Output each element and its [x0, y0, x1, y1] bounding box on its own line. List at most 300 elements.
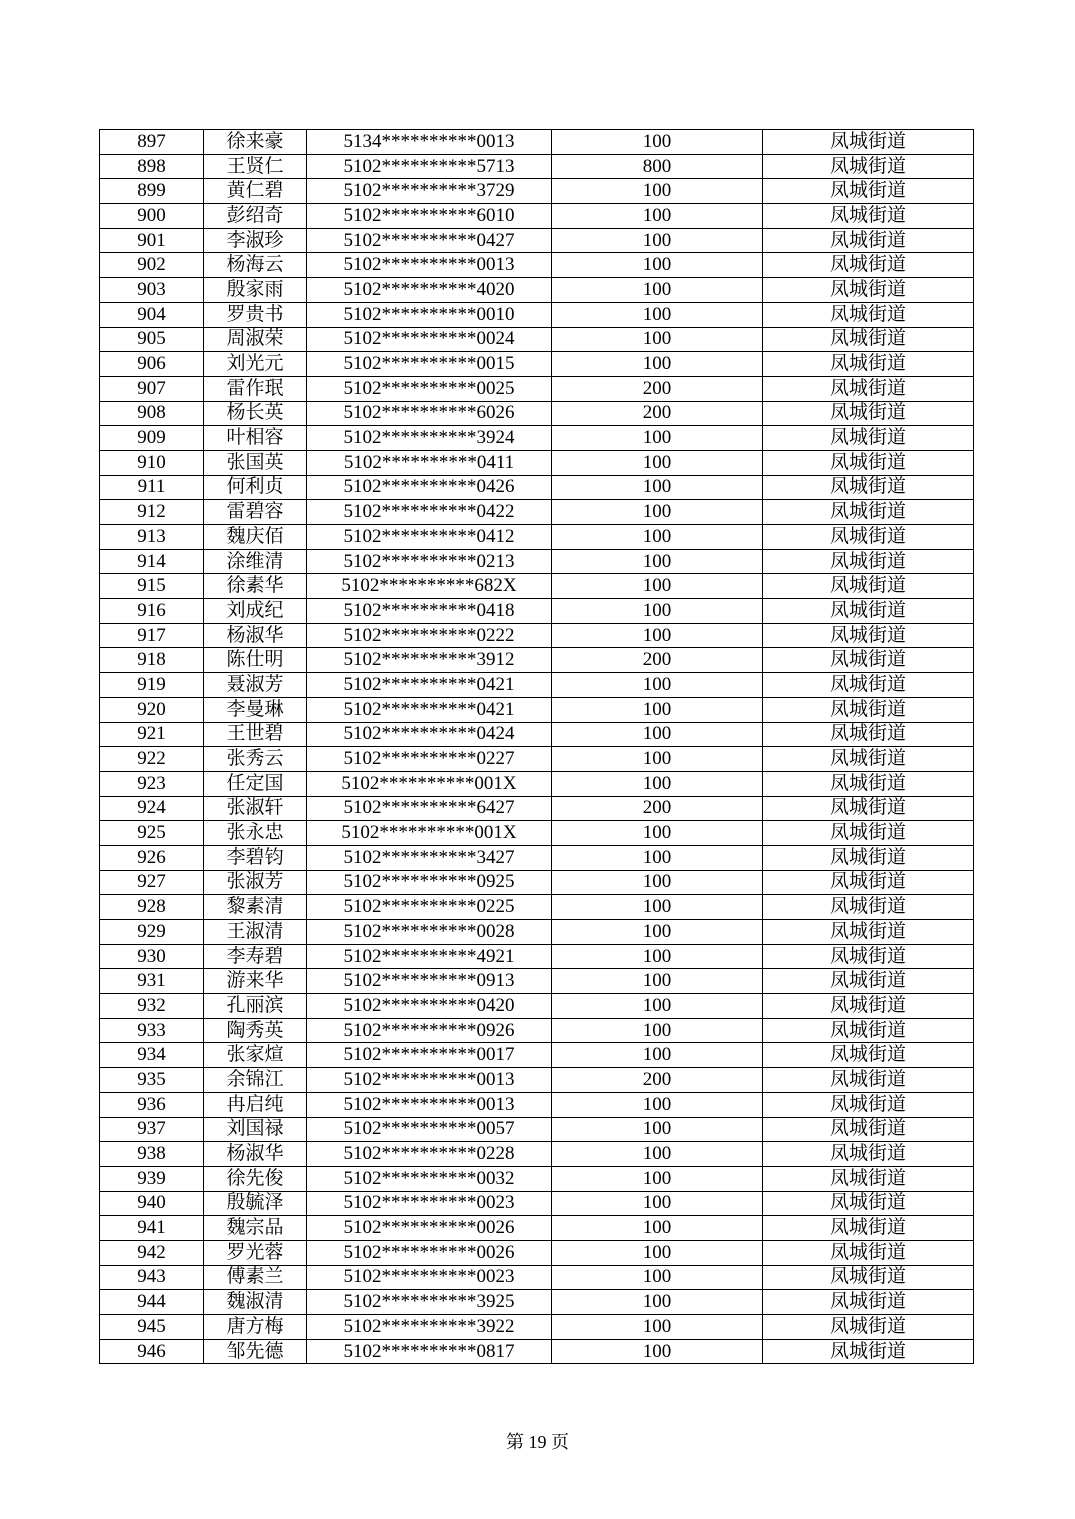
row-number-cell: 922: [100, 747, 204, 772]
street-cell: 凤城街道: [763, 1117, 974, 1142]
table-row: [100, 1290, 974, 1315]
street-cell: 凤城街道: [763, 352, 974, 377]
amount-cell: 100: [552, 327, 763, 352]
row-number-cell: 946: [100, 1339, 204, 1364]
name-cell: 殷家雨: [204, 278, 307, 303]
id-number-cell: 5102**********0015: [307, 352, 552, 377]
id-number-cell: 5102**********0213: [307, 549, 552, 574]
id-number-cell: 5102**********0057: [307, 1117, 552, 1142]
row-number-cell: 915: [100, 574, 204, 599]
name-cell: 罗贵书: [204, 302, 307, 327]
street-cell: 凤城街道: [763, 870, 974, 895]
id-number-cell: 5102**********3924: [307, 426, 552, 451]
id-number-cell: 5102**********0024: [307, 327, 552, 352]
name-cell: 邹先德: [204, 1339, 307, 1364]
row-number-cell: 918: [100, 648, 204, 673]
row-number-cell: 902: [100, 253, 204, 278]
street-cell: 凤城街道: [763, 944, 974, 969]
id-number-cell: 5102**********0222: [307, 623, 552, 648]
table-row: [100, 1240, 974, 1265]
name-cell: 刘光元: [204, 352, 307, 377]
page-number: 第 19 页: [506, 1432, 569, 1452]
row-number-cell: 914: [100, 549, 204, 574]
table-row: [100, 302, 974, 327]
street-cell: 凤城街道: [763, 500, 974, 525]
table-row: [100, 895, 974, 920]
row-number-cell: 933: [100, 1018, 204, 1043]
amount-cell: 100: [552, 1240, 763, 1265]
street-cell: 凤城街道: [763, 302, 974, 327]
table-row: [100, 130, 974, 155]
row-number-cell: 924: [100, 796, 204, 821]
table-row: [100, 352, 974, 377]
amount-cell: 100: [552, 1216, 763, 1241]
name-cell: 徐先俊: [204, 1166, 307, 1191]
name-cell: 张家煊: [204, 1043, 307, 1068]
row-number-cell: 903: [100, 278, 204, 303]
amount-cell: 200: [552, 376, 763, 401]
record-table: [99, 129, 974, 1364]
name-cell: 余锦江: [204, 1068, 307, 1093]
table-row: [100, 278, 974, 303]
table-row: [100, 697, 974, 722]
street-cell: 凤城街道: [763, 1018, 974, 1043]
id-number-cell: 5102**********0026: [307, 1216, 552, 1241]
name-cell: 徐素华: [204, 574, 307, 599]
row-number-cell: 936: [100, 1092, 204, 1117]
street-cell: 凤城街道: [763, 648, 974, 673]
street-cell: 凤城街道: [763, 821, 974, 846]
id-number-cell: 5102**********0225: [307, 895, 552, 920]
street-cell: 凤城街道: [763, 747, 974, 772]
table-row: [100, 747, 974, 772]
row-number-cell: 930: [100, 944, 204, 969]
name-cell: 唐方梅: [204, 1315, 307, 1340]
row-number-cell: 899: [100, 179, 204, 204]
name-cell: 刘国禄: [204, 1117, 307, 1142]
row-number-cell: 923: [100, 771, 204, 796]
id-number-cell: 5102**********0925: [307, 870, 552, 895]
row-number-cell: 912: [100, 500, 204, 525]
row-number-cell: 944: [100, 1290, 204, 1315]
id-number-cell: 5102**********0411: [307, 450, 552, 475]
id-number-cell: 5102**********3922: [307, 1315, 552, 1340]
table-row: [100, 1068, 974, 1093]
table-row: [100, 1043, 974, 1068]
name-cell: 李曼琳: [204, 697, 307, 722]
name-cell: 殷毓泽: [204, 1191, 307, 1216]
street-cell: 凤城街道: [763, 673, 974, 698]
row-number-cell: 940: [100, 1191, 204, 1216]
table-row: [100, 426, 974, 451]
name-cell: 魏庆佰: [204, 525, 307, 550]
amount-cell: 200: [552, 1068, 763, 1093]
street-cell: 凤城街道: [763, 1290, 974, 1315]
table-row: [100, 475, 974, 500]
amount-cell: 100: [552, 1142, 763, 1167]
amount-cell: 100: [552, 1290, 763, 1315]
name-cell: 杨海云: [204, 253, 307, 278]
name-cell: 徐来豪: [204, 130, 307, 155]
row-number-cell: 900: [100, 204, 204, 229]
id-number-cell: 5102**********3427: [307, 845, 552, 870]
table-row: [100, 722, 974, 747]
name-cell: 周淑荣: [204, 327, 307, 352]
row-number-cell: 931: [100, 969, 204, 994]
row-number-cell: 925: [100, 821, 204, 846]
name-cell: 李碧钧: [204, 845, 307, 870]
amount-cell: 100: [552, 500, 763, 525]
id-number-cell: 5102**********3925: [307, 1290, 552, 1315]
row-number-cell: 904: [100, 302, 204, 327]
street-cell: 凤城街道: [763, 1191, 974, 1216]
row-number-cell: 942: [100, 1240, 204, 1265]
street-cell: 凤城街道: [763, 1092, 974, 1117]
id-number-cell: 5134**********0013: [307, 130, 552, 155]
name-cell: 李寿碧: [204, 944, 307, 969]
table-row: [100, 1339, 974, 1364]
amount-cell: 100: [552, 450, 763, 475]
amount-cell: 200: [552, 648, 763, 673]
name-cell: 魏淑清: [204, 1290, 307, 1315]
id-number-cell: 5102**********5713: [307, 154, 552, 179]
amount-cell: 100: [552, 1265, 763, 1290]
row-number-cell: 911: [100, 475, 204, 500]
amount-cell: 100: [552, 673, 763, 698]
name-cell: 杨淑华: [204, 1142, 307, 1167]
id-number-cell: 5102**********0926: [307, 1018, 552, 1043]
amount-cell: 100: [552, 994, 763, 1019]
name-cell: 王贤仁: [204, 154, 307, 179]
street-cell: 凤城街道: [763, 623, 974, 648]
id-number-cell: 5102**********0817: [307, 1339, 552, 1364]
amount-cell: 100: [552, 253, 763, 278]
row-number-cell: 928: [100, 895, 204, 920]
street-cell: 凤城街道: [763, 1339, 974, 1364]
name-cell: 黎素清: [204, 895, 307, 920]
street-cell: 凤城街道: [763, 1265, 974, 1290]
id-number-cell: 5102**********0013: [307, 1092, 552, 1117]
amount-cell: 100: [552, 1018, 763, 1043]
amount-cell: 100: [552, 920, 763, 945]
id-number-cell: 5102**********0028: [307, 920, 552, 945]
amount-cell: 100: [552, 179, 763, 204]
row-number-cell: 910: [100, 450, 204, 475]
row-number-cell: 905: [100, 327, 204, 352]
row-number-cell: 941: [100, 1216, 204, 1241]
street-cell: 凤城街道: [763, 1043, 974, 1068]
id-number-cell: 5102**********0023: [307, 1191, 552, 1216]
row-number-cell: 932: [100, 994, 204, 1019]
table-row: [100, 327, 974, 352]
id-number-cell: 5102**********0421: [307, 697, 552, 722]
id-number-cell: 5102**********0010: [307, 302, 552, 327]
id-number-cell: 5102**********0420: [307, 994, 552, 1019]
amount-cell: 100: [552, 549, 763, 574]
row-number-cell: 901: [100, 228, 204, 253]
name-cell: 聂淑芳: [204, 673, 307, 698]
row-number-cell: 898: [100, 154, 204, 179]
amount-cell: 100: [552, 895, 763, 920]
id-number-cell: 5102**********4020: [307, 278, 552, 303]
amount-cell: 100: [552, 821, 763, 846]
amount-cell: 100: [552, 944, 763, 969]
name-cell: 张淑芳: [204, 870, 307, 895]
amount-cell: 100: [552, 747, 763, 772]
table-row: [100, 623, 974, 648]
street-cell: 凤城街道: [763, 920, 974, 945]
amount-cell: 200: [552, 401, 763, 426]
table-row: [100, 845, 974, 870]
row-number-cell: 908: [100, 401, 204, 426]
amount-cell: 100: [552, 302, 763, 327]
street-cell: 凤城街道: [763, 1068, 974, 1093]
row-number-cell: 945: [100, 1315, 204, 1340]
table-row: [100, 1265, 974, 1290]
table-row: [100, 253, 974, 278]
street-cell: 凤城街道: [763, 450, 974, 475]
name-cell: 张秀云: [204, 747, 307, 772]
street-cell: 凤城街道: [763, 1315, 974, 1340]
street-cell: 凤城街道: [763, 969, 974, 994]
street-cell: 凤城街道: [763, 1142, 974, 1167]
table-body: [100, 130, 974, 1364]
street-cell: 凤城街道: [763, 549, 974, 574]
name-cell: 王淑清: [204, 920, 307, 945]
amount-cell: 800: [552, 154, 763, 179]
amount-cell: 100: [552, 130, 763, 155]
amount-cell: 100: [552, 1043, 763, 1068]
street-cell: 凤城街道: [763, 253, 974, 278]
id-number-cell: 5102**********0013: [307, 1068, 552, 1093]
table-row: [100, 1315, 974, 1340]
street-cell: 凤城街道: [763, 426, 974, 451]
row-number-cell: 943: [100, 1265, 204, 1290]
row-number-cell: 926: [100, 845, 204, 870]
amount-cell: 100: [552, 722, 763, 747]
amount-cell: 100: [552, 352, 763, 377]
name-cell: 陶秀英: [204, 1018, 307, 1043]
table-row: [100, 821, 974, 846]
name-cell: 李淑珍: [204, 228, 307, 253]
id-number-cell: 5102**********0227: [307, 747, 552, 772]
street-cell: 凤城街道: [763, 994, 974, 1019]
name-cell: 叶相容: [204, 426, 307, 451]
amount-cell: 100: [552, 845, 763, 870]
table-row: [100, 920, 974, 945]
amount-cell: 100: [552, 771, 763, 796]
street-cell: 凤城街道: [763, 525, 974, 550]
id-number-cell: 5102**********682X: [307, 574, 552, 599]
id-number-cell: 5102**********4921: [307, 944, 552, 969]
name-cell: 杨淑华: [204, 623, 307, 648]
street-cell: 凤城街道: [763, 327, 974, 352]
id-number-cell: 5102**********0412: [307, 525, 552, 550]
id-number-cell: 5102**********001X: [307, 771, 552, 796]
name-cell: 任定国: [204, 771, 307, 796]
amount-cell: 100: [552, 204, 763, 229]
table-row: [100, 228, 974, 253]
table-row: [100, 525, 974, 550]
amount-cell: 100: [552, 1315, 763, 1340]
id-number-cell: 5102**********0017: [307, 1043, 552, 1068]
id-number-cell: 5102**********0026: [307, 1240, 552, 1265]
id-number-cell: 5102**********6010: [307, 204, 552, 229]
name-cell: 冉启纯: [204, 1092, 307, 1117]
name-cell: 孔丽滨: [204, 994, 307, 1019]
street-cell: 凤城街道: [763, 771, 974, 796]
street-cell: 凤城街道: [763, 401, 974, 426]
id-number-cell: 5102**********3729: [307, 179, 552, 204]
row-number-cell: 913: [100, 525, 204, 550]
street-cell: 凤城街道: [763, 130, 974, 155]
id-number-cell: 5102**********0424: [307, 722, 552, 747]
id-number-cell: 5102**********0032: [307, 1166, 552, 1191]
row-number-cell: 921: [100, 722, 204, 747]
table-row: [100, 944, 974, 969]
street-cell: 凤城街道: [763, 722, 974, 747]
row-number-cell: 929: [100, 920, 204, 945]
street-cell: 凤城街道: [763, 796, 974, 821]
table-row: [100, 969, 974, 994]
table-row: [100, 1191, 974, 1216]
street-cell: 凤城街道: [763, 845, 974, 870]
id-number-cell: 5102**********0421: [307, 673, 552, 698]
row-number-cell: 906: [100, 352, 204, 377]
street-cell: 凤城街道: [763, 574, 974, 599]
id-number-cell: 5102**********0427: [307, 228, 552, 253]
amount-cell: 200: [552, 796, 763, 821]
name-cell: 何利贞: [204, 475, 307, 500]
row-number-cell: 939: [100, 1166, 204, 1191]
table-row: [100, 870, 974, 895]
table-row: [100, 574, 974, 599]
table-row: [100, 450, 974, 475]
row-number-cell: 934: [100, 1043, 204, 1068]
id-number-cell: 5102**********0025: [307, 376, 552, 401]
amount-cell: 100: [552, 697, 763, 722]
name-cell: 黄仁碧: [204, 179, 307, 204]
name-cell: 陈仕明: [204, 648, 307, 673]
row-number-cell: 920: [100, 697, 204, 722]
amount-cell: 100: [552, 623, 763, 648]
amount-cell: 100: [552, 1117, 763, 1142]
id-number-cell: 5102**********0228: [307, 1142, 552, 1167]
name-cell: 傅素兰: [204, 1265, 307, 1290]
name-cell: 王世碧: [204, 722, 307, 747]
table-row: [100, 771, 974, 796]
amount-cell: 100: [552, 228, 763, 253]
table-row: [100, 1142, 974, 1167]
id-number-cell: 5102**********0422: [307, 500, 552, 525]
row-number-cell: 919: [100, 673, 204, 698]
row-number-cell: 909: [100, 426, 204, 451]
table-row: [100, 648, 974, 673]
street-cell: 凤城街道: [763, 1240, 974, 1265]
id-number-cell: 5102**********0013: [307, 253, 552, 278]
id-number-cell: 5102**********6427: [307, 796, 552, 821]
table-row: [100, 994, 974, 1019]
row-number-cell: 938: [100, 1142, 204, 1167]
name-cell: 彭绍奇: [204, 204, 307, 229]
amount-cell: 100: [552, 870, 763, 895]
amount-cell: 100: [552, 969, 763, 994]
amount-cell: 100: [552, 426, 763, 451]
street-cell: 凤城街道: [763, 1166, 974, 1191]
amount-cell: 100: [552, 278, 763, 303]
street-cell: 凤城街道: [763, 376, 974, 401]
table-row: [100, 1018, 974, 1043]
street-cell: 凤城街道: [763, 1216, 974, 1241]
name-cell: 张淑轩: [204, 796, 307, 821]
id-number-cell: 5102**********001X: [307, 821, 552, 846]
name-cell: 雷碧容: [204, 500, 307, 525]
table-row: [100, 1092, 974, 1117]
street-cell: 凤城街道: [763, 697, 974, 722]
name-cell: 张国英: [204, 450, 307, 475]
row-number-cell: 897: [100, 130, 204, 155]
table-row: [100, 599, 974, 624]
row-number-cell: 927: [100, 870, 204, 895]
street-cell: 凤城街道: [763, 599, 974, 624]
row-number-cell: 907: [100, 376, 204, 401]
table-row: [100, 549, 974, 574]
id-number-cell: 5102**********0426: [307, 475, 552, 500]
name-cell: 游来华: [204, 969, 307, 994]
amount-cell: 100: [552, 1092, 763, 1117]
id-number-cell: 5102**********3912: [307, 648, 552, 673]
table-row: [100, 204, 974, 229]
street-cell: 凤城街道: [763, 895, 974, 920]
row-number-cell: 916: [100, 599, 204, 624]
table-row: [100, 500, 974, 525]
amount-cell: 100: [552, 574, 763, 599]
id-number-cell: 5102**********0418: [307, 599, 552, 624]
amount-cell: 100: [552, 1166, 763, 1191]
amount-cell: 100: [552, 1339, 763, 1364]
table-row: [100, 376, 974, 401]
table-row: [100, 1166, 974, 1191]
name-cell: 张永忠: [204, 821, 307, 846]
table-row: [100, 1117, 974, 1142]
id-number-cell: 5102**********6026: [307, 401, 552, 426]
amount-cell: 100: [552, 599, 763, 624]
name-cell: 涂维清: [204, 549, 307, 574]
table-row: [100, 179, 974, 204]
name-cell: 刘成纪: [204, 599, 307, 624]
street-cell: 凤城街道: [763, 204, 974, 229]
street-cell: 凤城街道: [763, 228, 974, 253]
table-row: [100, 796, 974, 821]
street-cell: 凤城街道: [763, 278, 974, 303]
row-number-cell: 917: [100, 623, 204, 648]
name-cell: 罗光蓉: [204, 1240, 307, 1265]
id-number-cell: 5102**********0913: [307, 969, 552, 994]
amount-cell: 100: [552, 525, 763, 550]
street-cell: 凤城街道: [763, 475, 974, 500]
table-row: [100, 154, 974, 179]
table-row: [100, 673, 974, 698]
street-cell: 凤城街道: [763, 179, 974, 204]
amount-cell: 100: [552, 475, 763, 500]
row-number-cell: 935: [100, 1068, 204, 1093]
row-number-cell: 937: [100, 1117, 204, 1142]
name-cell: 杨长英: [204, 401, 307, 426]
table-row: [100, 401, 974, 426]
id-number-cell: 5102**********0023: [307, 1265, 552, 1290]
street-cell: 凤城街道: [763, 154, 974, 179]
name-cell: 魏宗品: [204, 1216, 307, 1241]
